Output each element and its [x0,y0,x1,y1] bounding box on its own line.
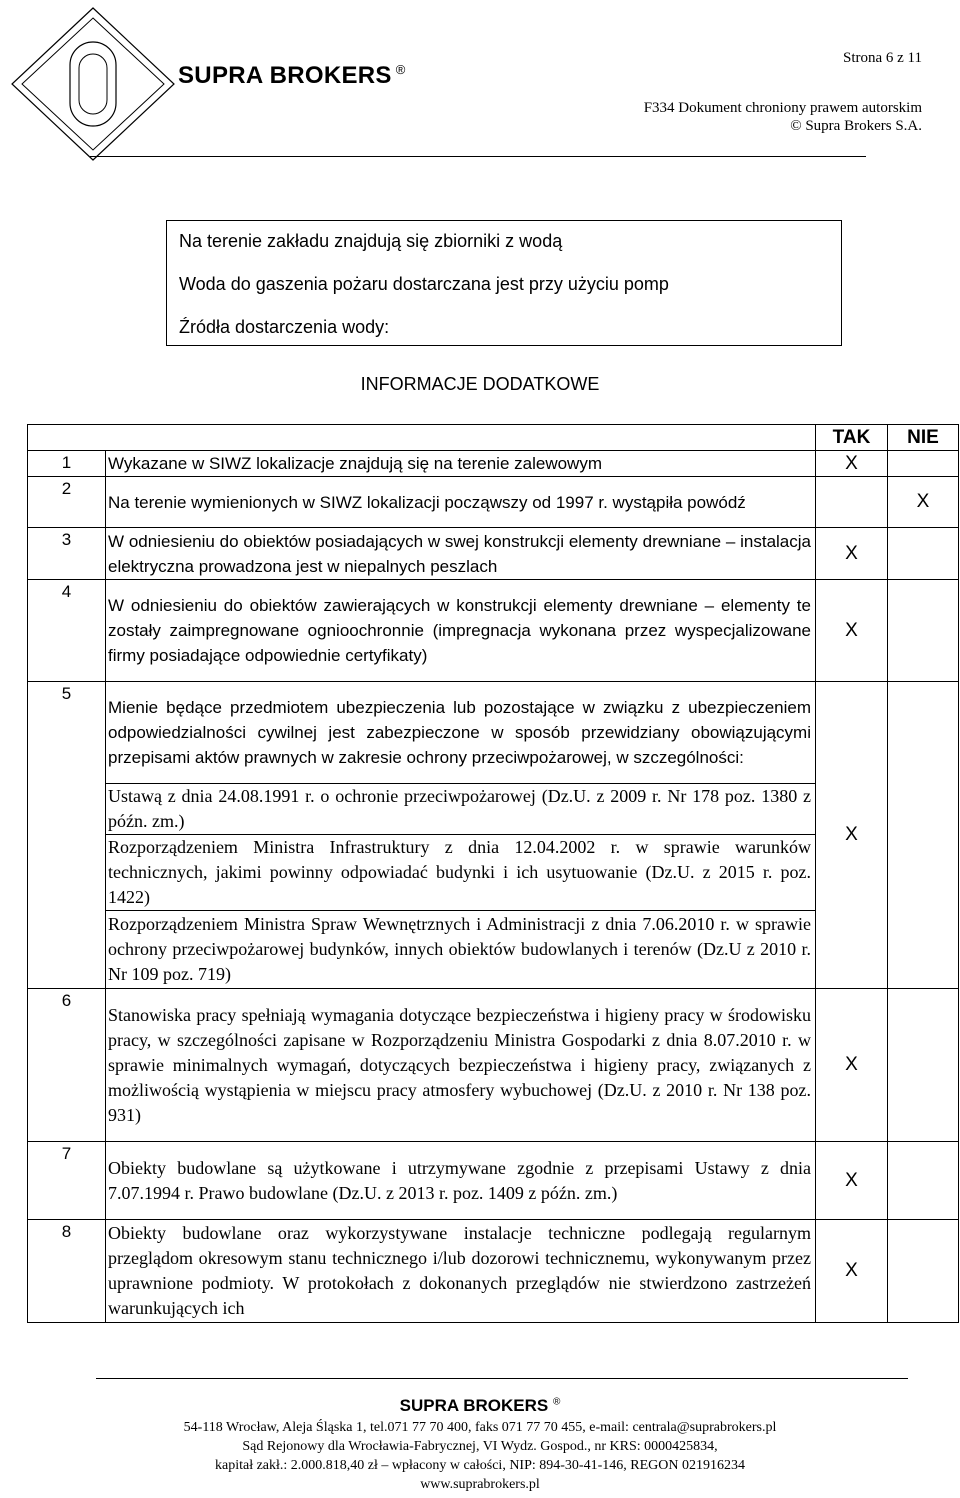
row-text: W odniesieniu do obiektów posiadających w swej konstrukcji elementy drewniane – instalacja elektryczna prowadzona jest w niepalnych peszlach [106,528,816,580]
registered-mark: ® [395,62,406,77]
footer-website: www.suprabrokers.pl [420,1477,540,1492]
row-tak-mark: X [816,580,888,682]
table-row [28,1142,959,1220]
water-source-line: Woda do gaszenia pożaru dostarczana jest przy użyciu pomp [179,274,669,294]
table-header-row [28,425,959,451]
regulation-item: Rozporządzeniem Ministra Infrastruktury z dnia 12.04.2002 r. w sprawie warunków technicznych, jakimi powinny odpowiadać budynki i ich usytuowanie (Dz.U. z 2015 r. poz. 1422) [106,835,816,911]
row-number: 5 [28,682,106,989]
header-empty-num [28,425,106,451]
row-nie-mark [888,580,959,682]
page-number: Strona 6 z 11 [842,50,922,66]
row-tak-mark: X [816,989,888,1142]
row-tak-mark: X [816,451,888,477]
row-text: Stanowiska pracy spełniają wymagania dotyczące bezpieczeństwa i higieny pracy w środowisku pracy, w szczególności zapisane w Rozporządzeniu Ministra Gospodarki z dnia 8.07.2010 r. w sprawie minimalnych wymagań, dotyczących bezpieczeństwa i higieny pracy, związanych z możliwością wystąpienia w miejscu pracy atmosfery wybuchowej (Dz.U. z 2010 r. Nr 138 poz. 931) [106,989,816,1142]
row-text: Na terenie wymienionych w SIWZ lokalizacji począwszy od 1997 r. wystąpiła powódź [106,477,816,528]
row-text: Wykazane w SIWZ lokalizacje znajdują się na terenie zalewowym [106,451,816,477]
table-row [28,451,959,477]
row-number: 7 [28,1142,106,1220]
table-row [28,1220,959,1323]
row-tak-mark: X [816,682,888,989]
row-nie-mark [888,1142,959,1220]
row-text: Obiekty budowlane są użytkowane i utrzymywane zgodnie z przepisami Ustawy z dnia 7.07.1994 r. Prawo budowlane (Dz.U. z 2013 r. poz. 1409 z późn. zm.) [106,1142,816,1220]
row-number: 1 [28,451,106,477]
row-number: 8 [28,1220,106,1323]
row-nie-mark [888,989,959,1142]
row-text: W odniesieniu do obiektów zawierających w konstrukcji elementy drewniane – elementy te zostały zaimpregnowane ognioochronnie (impregnacja wykonana przez wyspecjalizowane firmy posiadające odpowiednie certyfikaty) [106,580,816,682]
header-empty-text [106,425,816,451]
table-row [28,477,959,528]
footer-brand: SUPRA BROKERS ® [399,1396,561,1415]
water-sources-box [166,220,842,346]
section-title: INFORMACJE DODATKOWE [360,374,600,394]
header-brand: SUPRA BROKERS ® [178,62,406,89]
water-source-line: Źródła dostarczenia wody: [179,317,390,337]
document-id: F334 Dokument chroniony prawem autorskim [643,100,922,116]
row-nie-mark: X [888,477,959,528]
footer-registered-mark: ® [552,1396,561,1408]
column-nie: NIE [888,425,959,451]
row-number: 2 [28,477,106,528]
regulation-item: Rozporządzeniem Ministra Spraw Wewnętrznych i Administracji z dnia 7.06.2010 r. w sprawie ochrony przeciwpożarowej budynków, innych obiektów budowlanych i terenów (Dz.U z 2010 r. Nr 109 poz. 719) [106,911,816,989]
row-nie-mark [888,1220,959,1323]
header-divider [90,156,866,157]
row-text: Obiekty budowlane oraz wykorzystywane instalacje techniczne podlegają regularnym przeglądom okresowym stanu technicznego i/lub dozorowi technicznemu, wykonywanym przez uprawnione podmioty. W protokołach z dokonanych przeglądów nie stwierdzono zastrzeżeń warunkujących ich [106,1220,816,1323]
row-number: 3 [28,528,106,580]
column-tak: TAK [816,425,888,451]
copyright-notice: © Supra Brokers S.A. [790,118,922,134]
table-row [28,989,959,1142]
additional-info-table [27,424,959,1323]
water-source-line: Na terenie zakładu znajdują się zbiorniki z wodą [179,231,563,251]
table-row [28,682,959,784]
footer-court-registry: Sąd Rejonowy dla Wrocławia-Fabrycznej, VI Wydz. Gospod., nr KRS: 0000425834, [242,1439,718,1454]
footer-capital-info: kapitał zakł.: 2.000.818,40 zł – wpłacony w całości, NIP: 894-30-41-146, REGON 021916234 [215,1458,745,1473]
row-tak-mark: X [816,528,888,580]
row-text: Mienie będące przedmiotem ubezpieczenia lub pozostające w związku z ubezpieczeniem odpowiedzialności cywilnej jest zabezpieczone w sposób przewidziany obowiązującymi przepisami aktów prawnych w zakresie ochrony przeciwpożarowej, w szczególności: [106,682,816,784]
row-tak-mark: X [816,1220,888,1323]
footer-address: 54-118 Wrocław, Aleja Śląska 1, tel.071 77 70 400, faks 071 77 70 455, e-mail: centrala@suprabrokers.pl [183,1420,777,1435]
regulation-item: Ustawą z dnia 24.08.1991 r. o ochronie przeciwpożarowej (Dz.U. z 2009 r. Nr 178 poz. 1380 z późn. zm.) [106,784,816,835]
row-nie-mark [888,451,959,477]
row-number: 6 [28,989,106,1142]
row-tak-mark [816,477,888,528]
table-row [28,580,959,682]
table-row [28,528,959,580]
row-tak-mark: X [816,1142,888,1220]
supra-logo-icon [8,4,178,164]
footer-divider [96,1378,908,1379]
row-number: 4 [28,580,106,682]
row-nie-mark [888,682,959,989]
row-nie-mark [888,528,959,580]
